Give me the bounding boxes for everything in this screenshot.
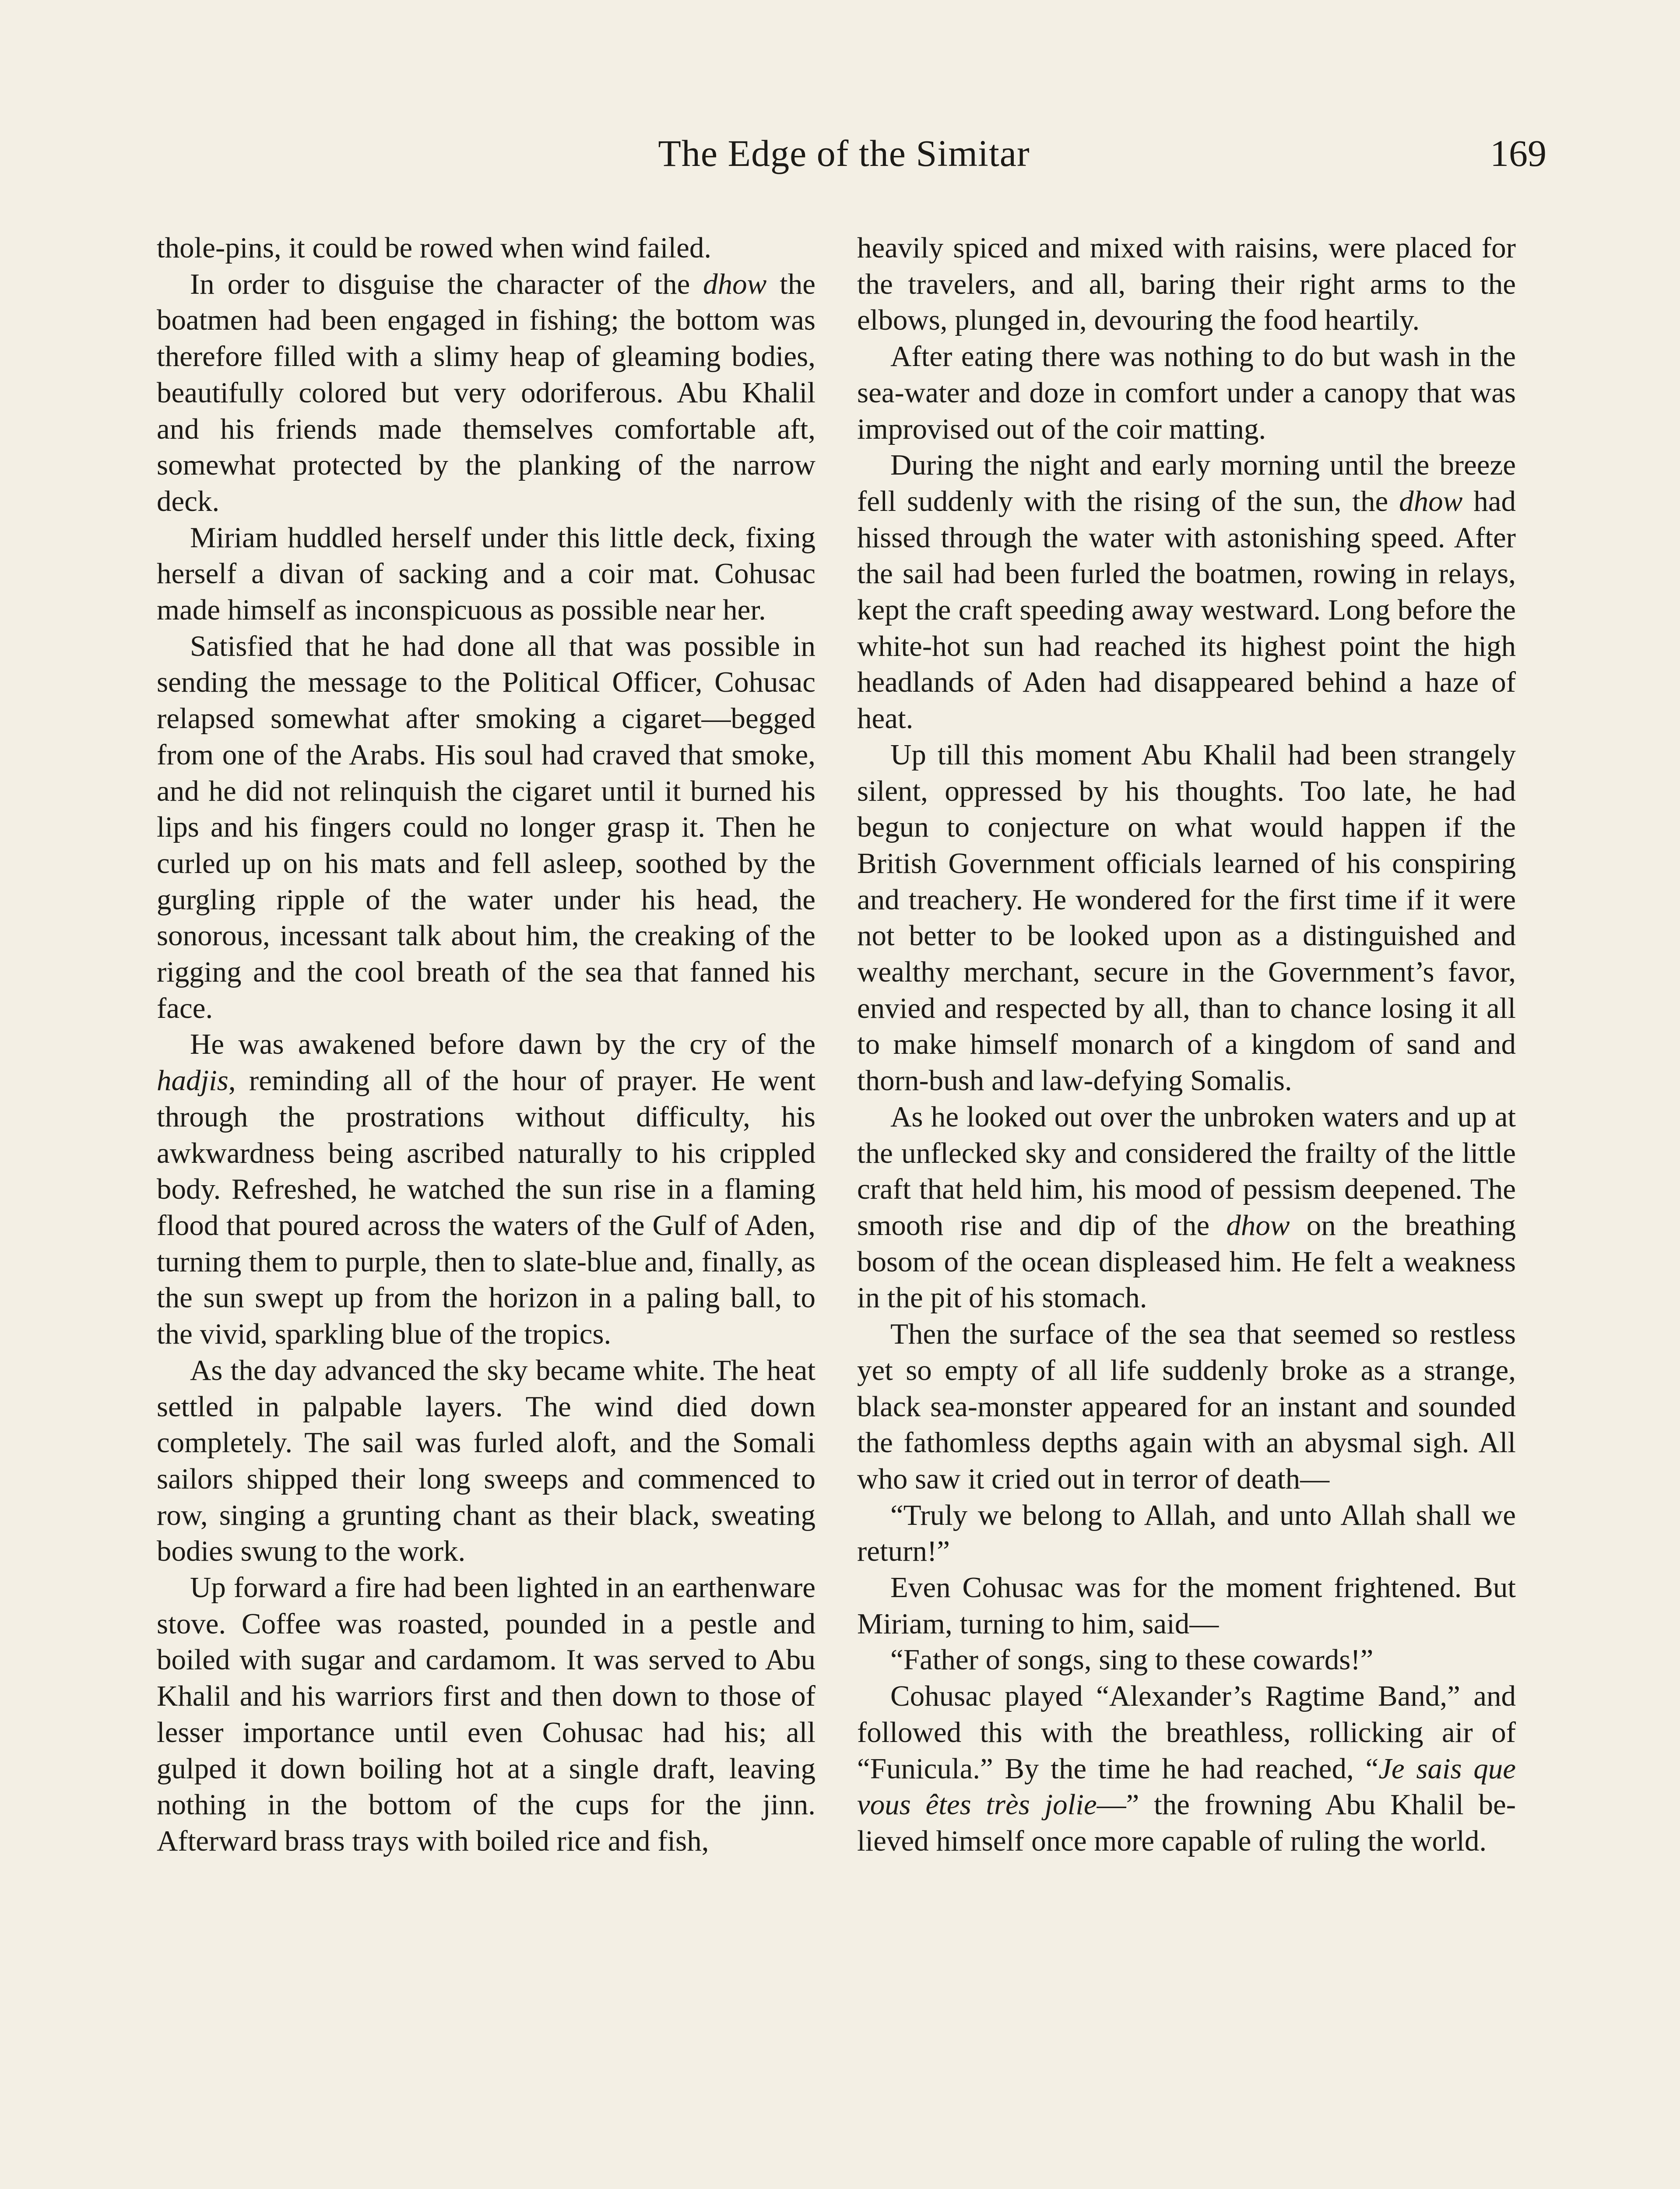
text-run: thole-pins, it could be rowed when wind failed. xyxy=(157,232,712,264)
paragraph xyxy=(857,230,1516,338)
paragraph xyxy=(857,1099,1516,1316)
right-text-column xyxy=(857,230,1516,1859)
paragraph xyxy=(857,338,1516,447)
text-run: He was awakened before dawn by the cry of the xyxy=(190,1028,815,1061)
page-number: 169 xyxy=(1490,132,1546,174)
paragraph xyxy=(157,230,815,266)
paragraph xyxy=(157,1026,815,1352)
paragraph xyxy=(157,628,815,1027)
text-run: In order to disguise the character of the xyxy=(190,267,703,300)
text-run: “Father of songs, sing to these cowards!” xyxy=(890,1644,1374,1676)
text-run: As the day advanced the sky became white. The heat settled in palpable layers. The wind died down completely. The sail was furled aloft, and the Somali sailors shipped their long sweeps and commenced to row, singing a grunting chant as their black, sweating bodies swung to the work. xyxy=(157,1354,815,1568)
text-run: After eating there was nothing to do but wash in the sea-water and doze in comfort under a canopy that was improvised out of the coir matting. xyxy=(857,340,1516,445)
text-run: Miriam huddled herself under this little deck, fixing herself a divan of sacking and a coir mat. Cohusac made himself as inconspicuous as possible near her. xyxy=(157,521,815,626)
text-run: Even Cohusac was for the moment frightened. But Miriam, turning to him, said— xyxy=(857,1571,1516,1640)
paragraph xyxy=(857,447,1516,737)
paragraph xyxy=(857,1570,1516,1642)
text-run: Satisfied that he had done all that was possible in sending the message to the Political Officer, Cohusac relapsed somewhat after smoking a cigaret—begged from one of the Arabs. His soul had craved that smoke, and he did not relinquish the cigaret until it burned his lips and his fingers could no longer grasp it. Then he curled up on his mats and fell asleep, soothed by the gurgling ripple of the water under his head, the sonorous, incessant talk about him, the creaking of the rigging and the cool breath of the sea that fanned his face. xyxy=(157,630,815,1024)
italic-text: dhow xyxy=(1399,485,1463,517)
text-run: As he looked out over the unbroken waters and up at the unflecked sky and considered the frailty of the little craft that held him, his mood of pessism deepened. The smooth rise and dip of the xyxy=(857,1100,1516,1242)
paragraph xyxy=(157,1570,815,1859)
text-run: on the breathing bosom of the ocean displeased him. He felt a weakness in the pit of his stomach. xyxy=(857,1209,1516,1314)
paragraph xyxy=(157,1352,815,1570)
paragraph xyxy=(857,1497,1516,1570)
paragraph xyxy=(857,737,1516,1099)
text-run: heavily spiced and mixed with raisins, were placed for the travelers, and all, baring their right arms to the elbows, plunged in, devouring the food heartily. xyxy=(857,232,1516,337)
text-run: “Truly we belong to Allah, and unto Allah shall we return!” xyxy=(857,1499,1516,1568)
text-run: the boatmen had been engaged in fishing; the bottom was therefore filled with a slimy heap of gleaming bodies, beautifully colored but very odoriferous. Abu Khalil and his friends made themselves comfortable aft, somewhat protected by the planking of the narrow deck. xyxy=(157,267,815,517)
running-head-title: The Edge of the Simitar xyxy=(658,132,1030,174)
text-run: , reminding all of the hour of prayer. He went through the prostrations without difficulty, his awkwardness being ascribed naturally to his crippled body. Refreshed, he watched the sun rise in a flaming flood that poured across the waters of the Gulf of Aden, turning them to purple, then to slate-blue and, finally, as the sun swept up from the horizon in a paling ball, to the vivid, sparkling blue of the tropics. xyxy=(157,1064,815,1351)
text-run: Then the surface of the sea that seemed so restless yet so empty of all life suddenly broke as a strange, black sea-monster appeared for an instant and sounded the fathomless depths again with an abysmal sigh. All who saw it cried out in terror of death— xyxy=(857,1318,1516,1495)
left-text-column xyxy=(157,230,815,1859)
paragraph xyxy=(857,1316,1516,1497)
italic-text: hadjis xyxy=(157,1064,228,1097)
paragraph xyxy=(857,1642,1516,1678)
paragraph xyxy=(157,266,815,520)
text-run: —” the frowning Abu Khalil believed himself once more capable of ruling the world. xyxy=(857,1788,1516,1857)
paragraph xyxy=(857,1678,1516,1859)
italic-text: dhow xyxy=(1226,1209,1290,1242)
italic-text: Je sais que vous êtes très jolie xyxy=(857,1752,1516,1821)
text-run: Cohusac played “Alexander’s Ragtime Band,” and followed this with the breathless, rollicking air of “Funicula.” By the time he had reached, “ xyxy=(857,1680,1516,1785)
text-run: Up till this moment Abu Khalil had been strangely silent, oppressed by his thoughts. Too late, he had begun to conjecture on what would happen if the British Government officials learned of his conspiring and treachery. He wondered for the first time if it were not better to be looked upon as a distinguished and wealthy merchant, secure in the Government’s favor, envied and respected by all, than to chance losing it all to make himself monarch of a kingdom of sand and thorn-bush and law-defying Somalis. xyxy=(857,738,1516,1097)
text-run: Up forward a fire had been lighted in an earthenware stove. Coffee was roasted, pounded in a pestle and boiled with sugar and cardamom. It was served to Abu Khalil and his warriors first and then down to those of lesser importance until even Cohusac had his; all gulped it down boiling hot at a single draft, leaving nothing in the bottom of the cups for the jinn. Afterward brass trays with boiled rice and fish, xyxy=(157,1571,815,1857)
paragraph xyxy=(157,520,815,628)
italic-text: dhow xyxy=(703,267,767,300)
text-run: had hissed through the water with astonishing speed. After the sail had been furled the boatmen, rowing in relays, kept the craft speeding away westward. Long before the white-hot sun had reached its highest point the high headlands of Aden had disappeared behind a haze of heat. xyxy=(857,485,1516,735)
text-run: During the night and early morning until the breeze fell suddenly with the rising of the sun, the xyxy=(857,449,1516,517)
